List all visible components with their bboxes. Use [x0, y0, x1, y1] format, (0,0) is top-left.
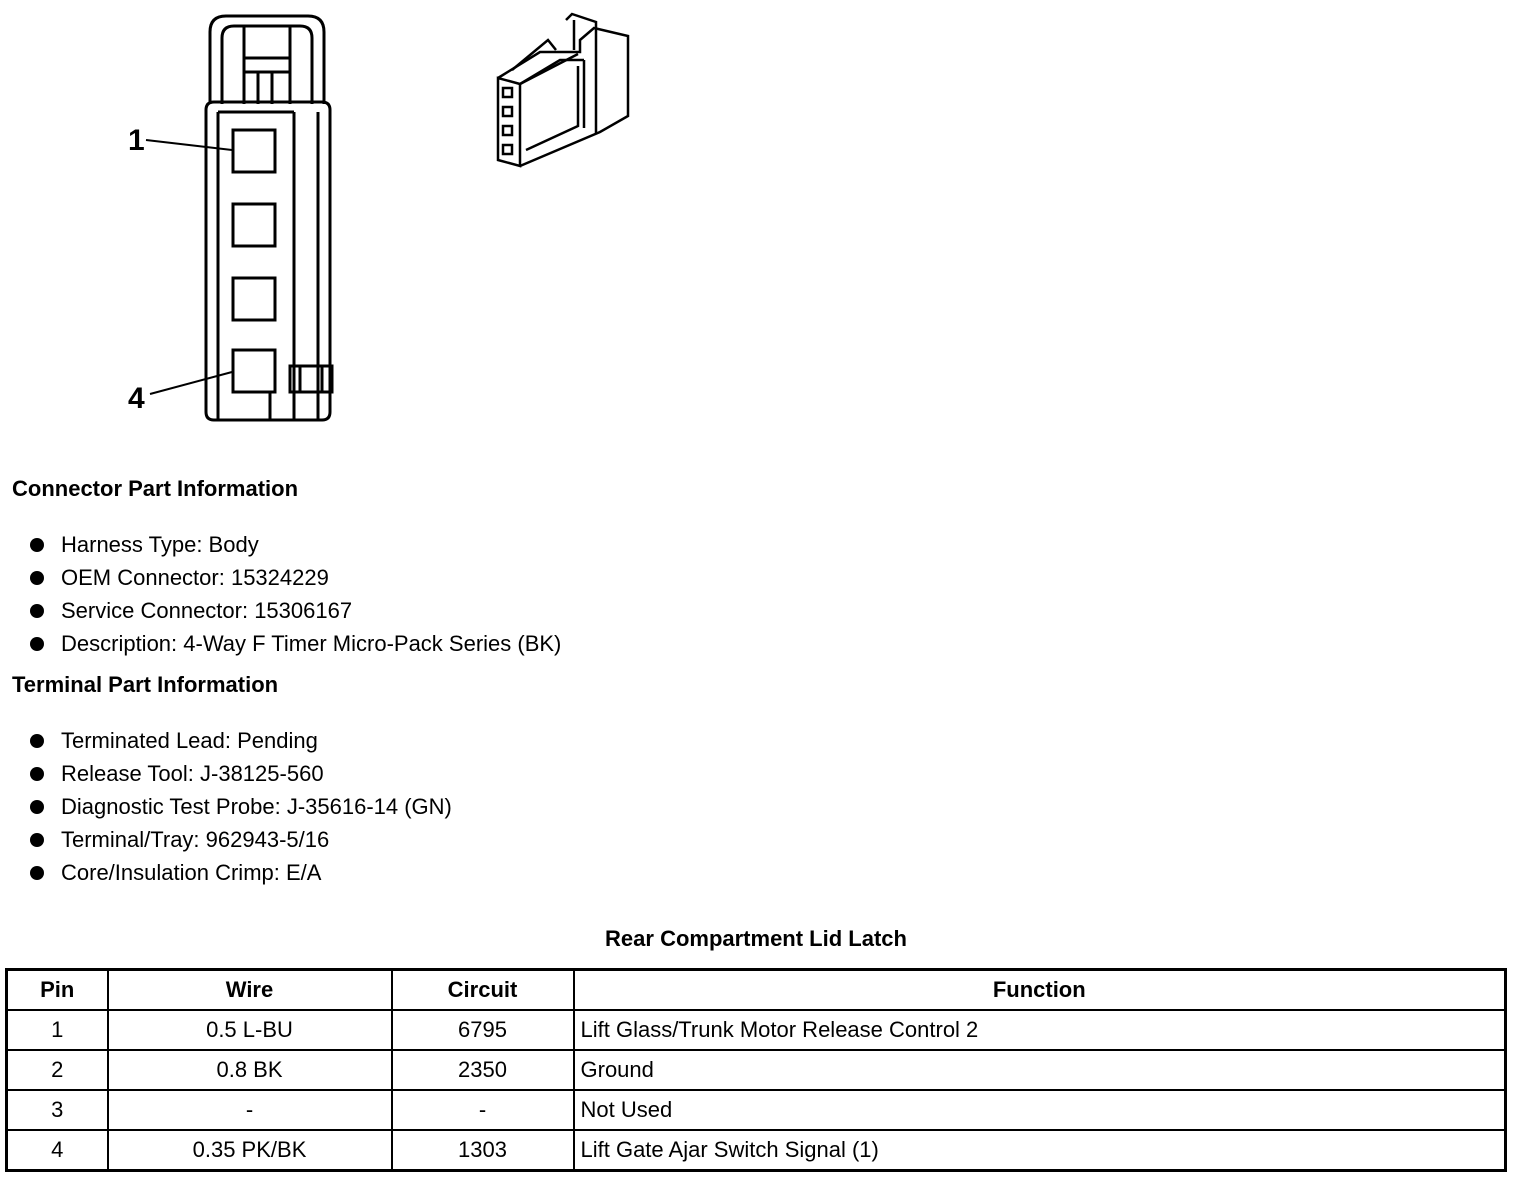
terminal-part-info-heading: Terminal Part Information: [12, 672, 279, 697]
list-item: [28, 724, 452, 757]
connector-part-info-heading: Connector Part Information: [12, 476, 299, 501]
list-item: [28, 561, 561, 594]
table-row: [7, 1050, 1506, 1090]
bullet-icon: [30, 734, 44, 748]
list-item-text: Diagnostic Test Probe: J-35616-14 (GN): [61, 794, 452, 819]
list-item: [28, 627, 561, 660]
bullet-icon: [30, 866, 44, 880]
callout-label-1: 1: [128, 124, 145, 157]
pin-table-title: Rear Compartment Lid Latch: [605, 926, 907, 951]
cell-function: Not Used: [574, 1090, 1506, 1130]
cell-function: Ground: [574, 1050, 1506, 1090]
bullet-icon: [30, 800, 44, 814]
cell-wire: -: [108, 1090, 392, 1130]
list-item-text: OEM Connector: 15324229: [61, 565, 329, 590]
bullet-icon: [30, 571, 44, 585]
cell-pin: 3: [7, 1090, 108, 1130]
cell-circuit: 6795: [392, 1010, 574, 1050]
header-function: Function: [574, 970, 1506, 1011]
list-item: [28, 790, 452, 823]
cell-pin: 4: [7, 1130, 108, 1171]
header-wire: Wire: [108, 970, 392, 1011]
cell-circuit: 1303: [392, 1130, 574, 1171]
list-item-text: Harness Type: Body: [61, 532, 259, 557]
cell-pin: 2: [7, 1050, 108, 1090]
list-item: [28, 528, 561, 561]
list-item-text: Release Tool: J-38125-560: [61, 761, 324, 786]
table-row: [7, 1010, 1506, 1050]
cell-wire: 0.8 BK: [108, 1050, 392, 1090]
cell-wire: 0.35 PK/BK: [108, 1130, 392, 1171]
list-item: [28, 856, 452, 889]
pin-table: [5, 968, 1507, 1172]
table-row: [7, 1090, 1506, 1130]
cell-wire: 0.5 L-BU: [108, 1010, 392, 1050]
cell-circuit: -: [392, 1090, 574, 1130]
header-pin: Pin: [7, 970, 108, 1011]
list-item-text: Service Connector: 15306167: [61, 598, 353, 623]
list-item-text: Terminated Lead: Pending: [61, 728, 318, 753]
bullet-icon: [30, 604, 44, 618]
bullet-icon: [30, 538, 44, 552]
bullet-icon: [30, 767, 44, 781]
bullet-icon: [30, 833, 44, 847]
list-item-text: Terminal/Tray: 962943-5/16: [61, 827, 330, 852]
connector-part-info-list: [28, 528, 561, 660]
callout-label-4: 4: [128, 382, 145, 415]
cell-pin: 1: [7, 1010, 108, 1050]
table-row: [7, 1130, 1506, 1171]
bullet-icon: [30, 637, 44, 651]
header-circuit: Circuit: [392, 970, 574, 1011]
list-item-text: Description: 4-Way F Timer Micro-Pack Series (BK): [61, 631, 562, 656]
connector-diagram: [0, 0, 700, 440]
list-item: [28, 594, 561, 627]
cell-function: Lift Gate Ajar Switch Signal (1): [574, 1130, 1506, 1171]
connector-isometric-view-icon: [498, 14, 628, 166]
list-item-text: Core/Insulation Crimp: E/A: [61, 860, 322, 885]
table-header-row: [7, 970, 1506, 1011]
list-item: [28, 757, 452, 790]
connector-face-view-icon: [206, 16, 332, 420]
callout-leader-4: [150, 372, 232, 394]
terminal-part-info-list: [28, 724, 452, 889]
list-item: [28, 823, 452, 856]
cell-function: Lift Glass/Trunk Motor Release Control 2: [574, 1010, 1506, 1050]
cell-circuit: 2350: [392, 1050, 574, 1090]
